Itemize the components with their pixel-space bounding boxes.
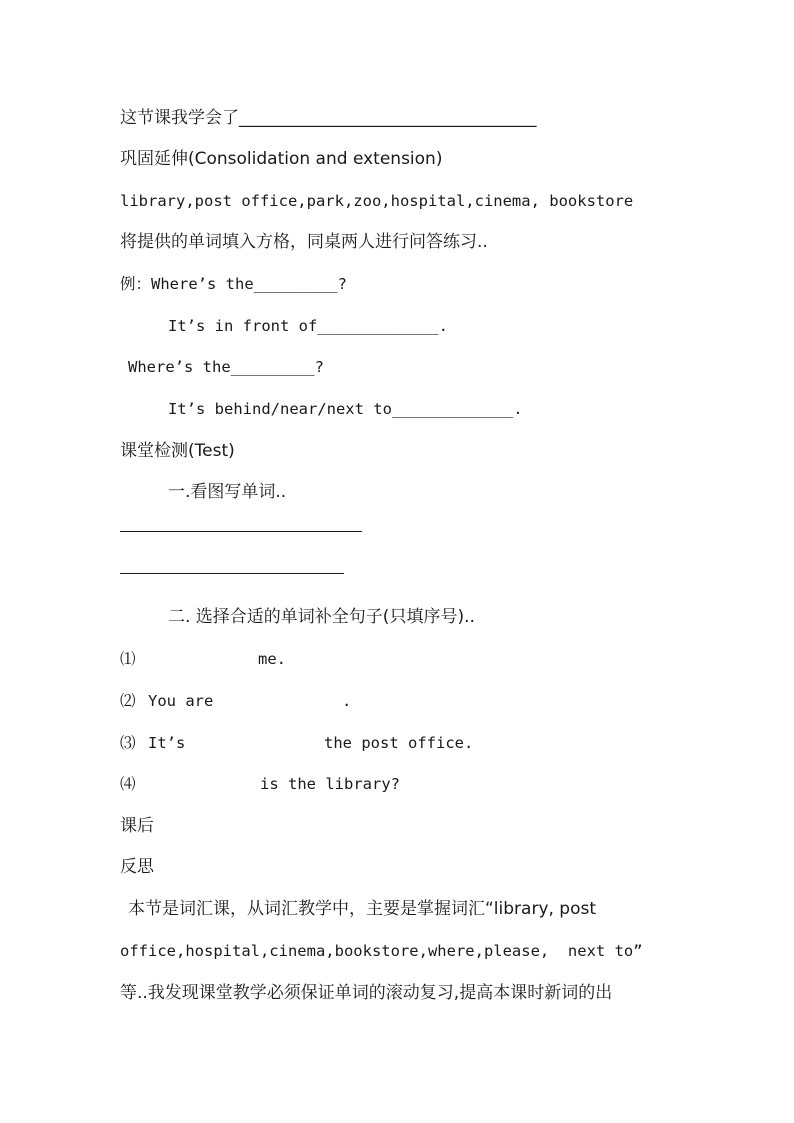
word-list: library,post office,park,zoo,hospital,cinema, bookstore (120, 192, 634, 210)
answer-blank-line-2 (120, 573, 344, 574)
test-item-text: You are (148, 692, 214, 710)
test-item-number: ⑴ (120, 650, 136, 668)
test-item-text: me. (258, 650, 286, 668)
test-item-number: ⑶ (120, 734, 136, 752)
test-item-text: . (342, 692, 352, 710)
instruction-text: 将提供的单词填入方格，同桌两人进行问答练习.. (120, 232, 488, 252)
summary-line: 这节课我学会了___________________________________ (120, 108, 537, 128)
reflection-line-1: 本节是词汇课，从词汇教学中，主要是掌握词汇“library, post (128, 899, 597, 919)
test-item-number: ⑵ (120, 692, 136, 710)
reflection-label-2: 反思 (120, 857, 154, 877)
reflection-label-1: 课后 (120, 816, 154, 836)
test-part1-title: 一.看图写单词.. (168, 482, 287, 502)
test-item-text: the post office. (324, 734, 474, 752)
consolidation-heading: 巩固延伸(Consolidation and extension) (120, 149, 443, 169)
example-answer-2: It’s behind/near/next to_____________. (168, 400, 523, 418)
test-part2-title: 二. 选择合适的单词补全句子(只填序号).. (168, 607, 475, 627)
answer-blank-line-1 (120, 531, 362, 532)
reflection-line-3: 等..我发现课堂教学必须保证单词的滚动复习,提高本课时新词的出 (120, 983, 613, 1003)
test-item-text: is the library? (260, 775, 400, 793)
example-answer-1: It’s in front of_____________. (168, 317, 448, 335)
test-heading: 课堂检测(Test) (120, 441, 235, 461)
reflection-line-2: office,hospital,cinema,bookstore,where,please, next to” (120, 942, 643, 960)
example-question-1: 例：Where’s the_________? (120, 275, 347, 293)
test-item-text: It’s (148, 734, 186, 752)
test-item-number: ⑷ (120, 775, 136, 793)
example-question-2: Where’s the_________? (128, 358, 324, 376)
